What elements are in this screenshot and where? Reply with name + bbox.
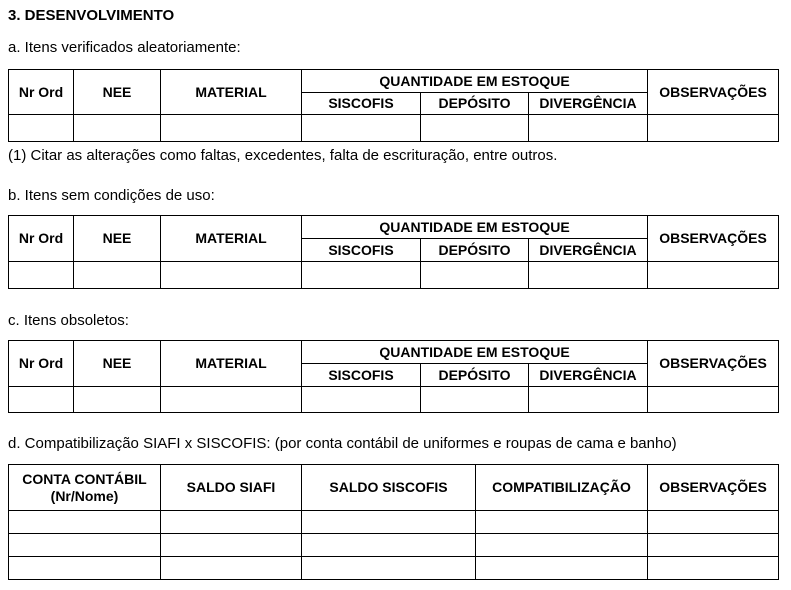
header-conta-contabil [9,465,161,511]
table-cell[interactable] [648,387,779,413]
header-conta-line2: (Nr/Nome) [50,487,119,504]
table-cell[interactable] [161,511,302,534]
table-cell[interactable] [529,115,648,142]
stock-table-c [8,340,779,413]
header-material: MATERIAL [161,216,302,262]
table-cell[interactable] [529,262,648,289]
table-cell[interactable] [74,262,161,289]
table-row [9,115,779,142]
stock-table-a [8,69,779,142]
table-row [9,387,779,413]
header-quantity-group: QUANTIDADE EM ESTOQUE [302,216,648,239]
table-cell[interactable] [161,115,302,142]
header-divergencia: DIVERGÊNCIA [529,239,648,262]
table-cell[interactable] [161,387,302,413]
header-deposito: DEPÓSITO [421,93,529,115]
header-nee: NEE [74,70,161,115]
table-cell[interactable] [476,511,648,534]
section-heading: 3. DESENVOLVIMENTO [8,7,175,24]
header-quantity-group: QUANTIDADE EM ESTOQUE [302,70,648,93]
header-nee: NEE [74,216,161,262]
table-cell[interactable] [302,387,421,413]
table-cell[interactable] [9,511,161,534]
table-cell[interactable] [9,262,74,289]
table-cell[interactable] [302,557,476,580]
subsection-b-label: b. Itens sem condições de uso: [8,187,215,204]
header-divergencia: DIVERGÊNCIA [529,93,648,115]
table-cell[interactable] [476,534,648,557]
header-nr-ord: Nr Ord [9,216,74,262]
table-cell[interactable] [9,557,161,580]
table-cell[interactable] [161,534,302,557]
table-row [9,557,779,580]
table-row [9,534,779,557]
table-cell[interactable] [648,557,779,580]
compat-table-d [8,464,779,580]
table-cell[interactable] [9,534,161,557]
table-cell[interactable] [421,262,529,289]
table-cell[interactable] [302,534,476,557]
table-cell[interactable] [648,511,779,534]
stock-table-b [8,215,779,289]
table-cell[interactable] [9,115,74,142]
header-divergencia: DIVERGÊNCIA [529,364,648,387]
table-cell[interactable] [648,262,779,289]
header-siscofis: SISCOFIS [302,93,421,115]
header-saldo-siafi: SALDO SIAFI [161,465,302,511]
subsection-a-note: (1) Citar as alterações como faltas, excedentes, falta de escrituração, entre outros. [8,147,558,164]
table-cell[interactable] [648,534,779,557]
table-cell[interactable] [161,262,302,289]
header-observacoes: OBSERVAÇÕES [648,70,779,115]
header-deposito: DEPÓSITO [421,239,529,262]
header-siscofis: SISCOFIS [302,364,421,387]
header-deposito: DEPÓSITO [421,364,529,387]
table-cell[interactable] [302,262,421,289]
header-observacoes: OBSERVAÇÕES [648,341,779,387]
header-nr-ord: Nr Ord [9,70,74,115]
table-cell[interactable] [9,387,74,413]
table-row [9,262,779,289]
table-cell[interactable] [302,511,476,534]
table-row [9,511,779,534]
header-observacoes: OBSERVAÇÕES [648,465,779,511]
header-nee: NEE [74,341,161,387]
table-cell[interactable] [421,387,529,413]
table-cell[interactable] [161,557,302,580]
subsection-c-label: c. Itens obsoletos: [8,312,129,329]
table-cell[interactable] [302,115,421,142]
header-observacoes: OBSERVAÇÕES [648,216,779,262]
header-conta-line1: CONTA CONTÁBIL [22,471,147,488]
header-nr-ord: Nr Ord [9,341,74,387]
table-cell[interactable] [74,115,161,142]
header-material: MATERIAL [161,70,302,115]
header-compatibilizacao: COMPATIBILIZAÇÃO [476,465,648,511]
subsection-d-label: d. Compatibilização SIAFI x SISCOFIS: (por conta contábil de uniformes e roupas de cama e banho) [8,435,677,452]
header-saldo-siscofis: SALDO SISCOFIS [302,465,476,511]
header-quantity-group: QUANTIDADE EM ESTOQUE [302,341,648,364]
table-cell[interactable] [529,387,648,413]
header-siscofis: SISCOFIS [302,239,421,262]
table-cell[interactable] [476,557,648,580]
table-cell[interactable] [648,115,779,142]
table-cell[interactable] [74,387,161,413]
header-material: MATERIAL [161,341,302,387]
subsection-a-label: a. Itens verificados aleatoriamente: [8,39,241,56]
table-cell[interactable] [421,115,529,142]
